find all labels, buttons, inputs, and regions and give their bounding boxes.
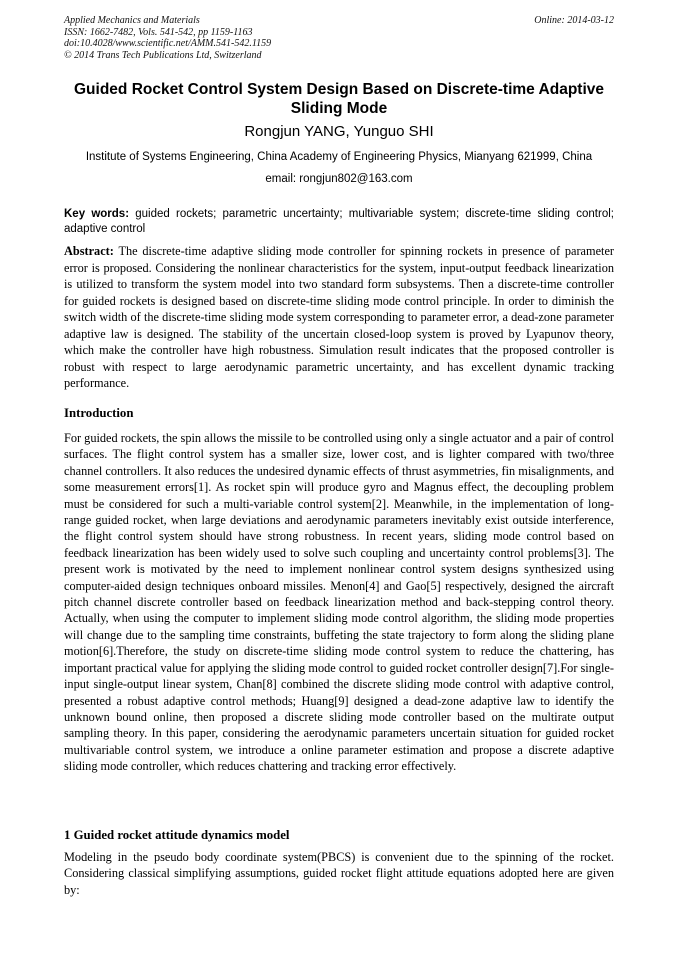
paper-title: Guided Rocket Control System Design Based on Discrete-time Adaptive Sliding Mode [74,81,604,117]
section1-heading: 1 Guided rocket attitude dynamics model [64,828,290,842]
journal-name: Applied Mechanics and Materials [64,15,200,26]
journal-copyright: © 2014 Trans Tech Publications Ltd, Switzerland [64,49,262,61]
paper-email: email: rongjun802@163.com [265,173,413,185]
paper-authors: Rongjun YANG, Yunguo SHI [244,123,434,140]
keywords-text: guided rockets; parametric uncertainty; multivariable system; discrete-time sliding control; adaptive control [64,208,614,235]
journal-header [64,15,271,61]
paper-affiliation: Institute of Systems Engineering, China Academy of Engineering Physics, Mianyang 621999, China [85,151,593,163]
abstract-block [64,243,614,392]
keywords-block [64,207,614,236]
abstract-label: Abstract: [64,244,114,258]
keywords-label: Key words: [64,208,130,220]
section1-text: Modeling in the pseudo body coordinate system(PBCS) is convenient due to the spinning of the rocket. Considering classical simplifying assumptions, guided rocket flight attitude equations adopted here are given by: [64,850,614,897]
abstract-text: The discrete-time adaptive sliding mode controller for spinning rockets in presence of parameter error is proposed. Considering the nonlinear characteristics for the system, input-output feedback linearization is utilized to transform the system model into two standard form subsystems. Then a discrete-time controller for guided rockets is designed based on discrete-time sliding mode control principle. In order to diminish the switch width of the discrete-time sliding mode system corresponding to parameter error, a dead-zone parameter adaptive law is designed. The stability of the uncertain closed-loop system is proved by Lyapunov theory, which make the controller have high robustness. Simulation result indicates that the proposed controller is robust with respect to large aerodynamic parametric uncertainty, and has excellent dynamic tracking performance. [64,244,615,390]
introduction-text: For guided rockets, the spin allows the missile to be controlled using only a single actuator and a pair of control surfaces. The flight control system has a smaller size, lower cost, and is lighter compared with two/three channel controllers. It also reduces the undesired dynamic effects of thrust asymmetries, fin misalignments, and some measurement errors[1]. As rocket spin will produce gyro and Magnus effect, the decoupling problem must be considered for such a multi-variable control system[2]. Meanwhile, in the implementation of long-range guided rocket, when large deviations and aerodynamic parameters inevitably exist outside interference, the flight control system should have strong robustness. In recent years, sliding mode control based on feedback linearization has been widely used to solve such coupling and uncertainty control problems[3]. The present work is motivated by the need to implement nonlinear control system designs synthesized using computer-aided design techniques onboard missiles. Menon[4] and Gao[5] respectively, designed the aircraft pitch channel discrete controller based on feedback linearization method and back-stepping control theory. Actually, when using the computer to implement sliding mode control algorithm, the sliding mode properties will change due to the sampling time constraints, buffeting the state trajectory to form along the sliding plane motion[6].Therefore, the study on discrete-time sliding mode control system to reduce the chattering, has important practical value for applying the sliding mode control to guided rocket controller design[7].For single-input single-output linear system, Chan[8] combined the discrete sliding mode control with adaptive control, presented a robust adaptive control methods; Huang[9] designed a dead-zone adaptive law to identify the unknown bound online, then proposed a discrete sliding mode controller based on the multirate output sampling theory. In this paper, considering the aerodynamic parameters uncertain situation for guided rocket multivariable control system, we introduce a online parameter estimation and propose a discrete adaptive sliding mode controller, which reduces chattering and tracking error effectively. [64,431,614,774]
journal-issn: ISSN: 1662-7482, Vols. 541-542, pp 1159-1163 [64,26,253,38]
journal-doi: doi:10.4028/www.scientific.net/AMM.541-542.1159 [64,38,272,49]
online-date: Online: 2014-03-12 [534,15,614,26]
introduction-heading: Introduction [64,406,134,420]
